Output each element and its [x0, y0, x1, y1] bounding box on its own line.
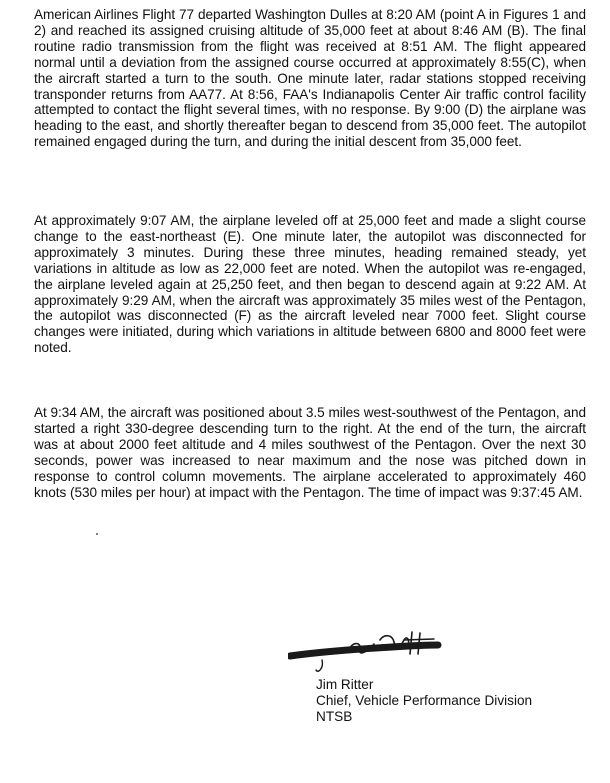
- paragraph-pentagon-impact: At 9:34 AM, the aircraft was positioned about 3.5 miles west-southwest of the Pentagon, and started a right 330-degree descending turn to the right. At the end of the turn, the aircraft was at about 2000 feet altitude and 4 miles southwest of the Pentagon. Over the next 30 seconds, power was increased to near maximum and the nose was pitched down in response to control column movements. The airplane accelerated to approximately 460 knots (530 miles per hour) at impact with the Pentagon. The time of impact was 9:37:45 AM.: [34, 405, 586, 500]
- scan-speck: [96, 533, 98, 535]
- handwritten-signature: [288, 630, 458, 680]
- signatory-title: Chief, Vehicle Performance Division: [316, 693, 533, 708]
- signatory-organization: NTSB: [316, 709, 353, 724]
- paragraph-flight-departure: American Airlines Flight 77 departed Washington Dulles at 8:20 AM (point A in Figures 1 and 2) and reached its assigned cruising altitude of 35,000 feet at about 8:46 AM (B). The final routine radio transmission from the flight was received at 8:51 AM. The flight appeared normal until a deviation from the assigned course occurred at approximately 8:55(C), when the aircraft started a turn to the south. One minute later, radar stations stopped receiving transponder returns from AA77. At 8:56, FAA's Indianapolis Center Air traffic control facility attempted to contact the flight several times, with no response. By 9:00 (D) the airplane was heading to the east, and shortly thereafter began to descend from 35,000 feet. The autopilot remained engaged during the turn, and during the initial descent from 35,000 feet.: [34, 7, 586, 150]
- signatory-details: [316, 677, 532, 725]
- paragraph-autopilot-events: At approximately 9:07 AM, the airplane leveled off at 25,000 feet and made a slight course change to the east-northeast (E). One minute later, the autopilot was disconnected for approximately 3 minutes. During these three minutes, heading remained steady, yet variations in altitude as low as 22,000 feet are noted. When the autopilot was re-engaged, the airplane leveled again at 25,250 feet, and then began to descend again at 9:22 AM. At approximately 9:29 AM, when the aircraft was approximately 35 miles west of the Pentagon, the autopilot was disconnected (F) as the aircraft leveled near 7000 feet. Slight course changes were initiated, during which variations in altitude between 6800 and 8000 feet were noted.: [34, 213, 586, 356]
- signature-block: [288, 630, 588, 740]
- signatory-name: Jim Ritter: [316, 677, 374, 692]
